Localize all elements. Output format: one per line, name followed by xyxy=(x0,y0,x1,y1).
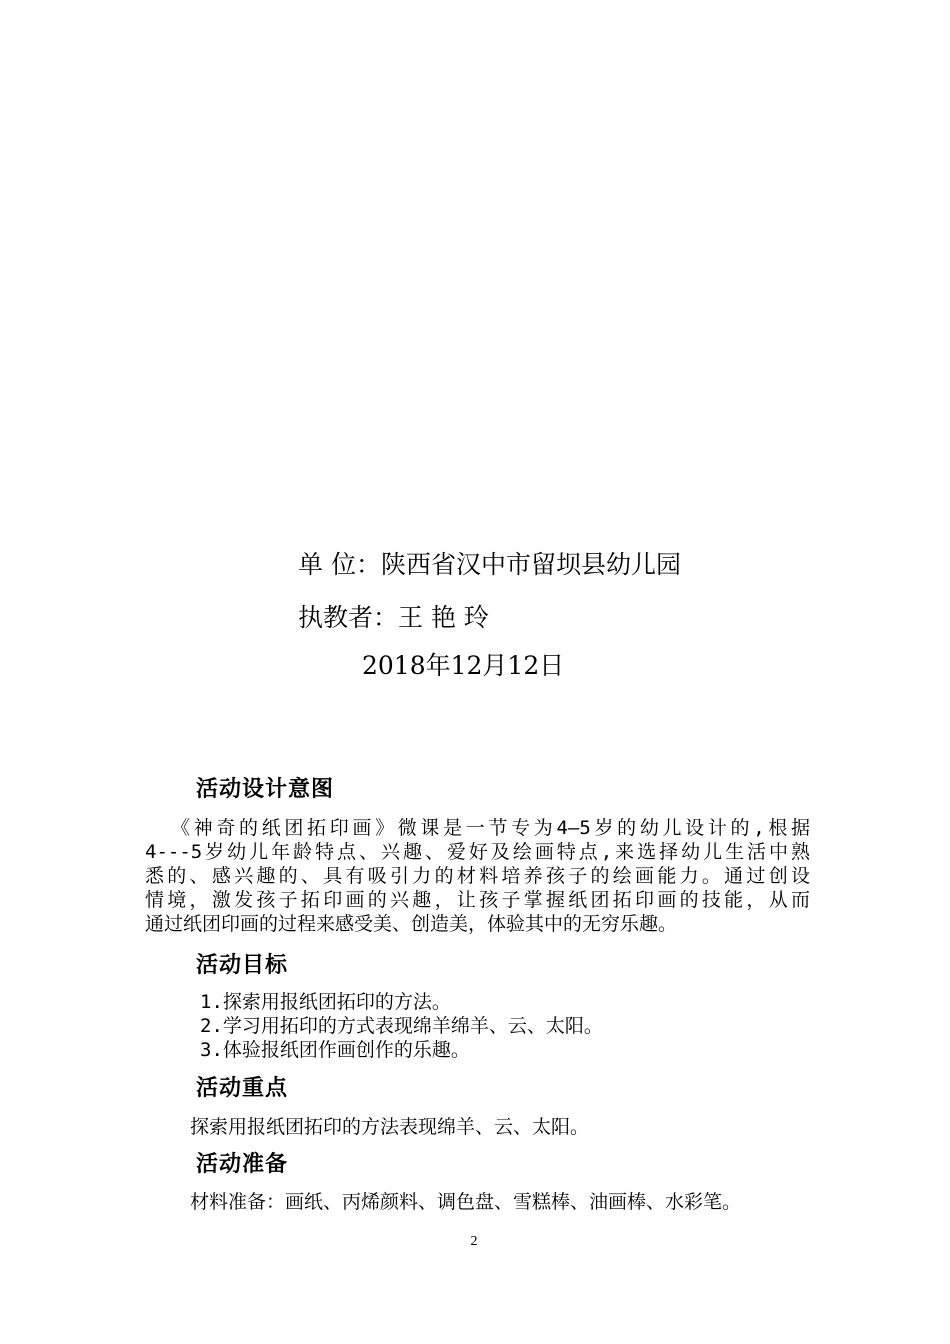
intent-line: 悉的、感兴趣的、具有吸引力的材料培养孩子的绘画能力。通过创设 xyxy=(145,865,810,887)
intent-line: 《神奇的纸团拓印画》微课是一节专为4—5岁的幼儿设计的,根据 xyxy=(171,817,810,839)
page-number: 2 xyxy=(470,1234,478,1249)
preparation-heading: 活动准备 xyxy=(196,1152,289,1177)
goals-heading: 活动目标 xyxy=(196,953,289,978)
unit-line: 单 位：陕西省汉中市留坝县幼儿园 xyxy=(298,550,681,579)
preparation-text: 材料准备：画纸、丙烯颜料、调色盘、雪糕棒、油画棒、水彩笔。 xyxy=(190,1191,742,1213)
goals-list xyxy=(200,990,603,1062)
goal-item: 3.体验报纸团作画创作的乐趣。 xyxy=(200,1039,470,1061)
key-points-text: 探索用报纸团拓印的方法表现绵羊、云、太阳。 xyxy=(190,1116,590,1138)
intent-line: 情境，激发孩子拓印画的兴趣，让孩子掌握纸团拓印画的技能，从而 xyxy=(145,889,810,911)
goal-item: 2.学习用拓印的方式表现绵羊绵羊、云、太阳。 xyxy=(200,1015,603,1037)
intent-line: 4---5岁幼儿年龄特点、兴趣、爱好及绘画特点,来选择幼儿生活中熟 xyxy=(145,841,810,863)
teacher-line: 执教者：王 艳 玲 xyxy=(298,603,489,632)
key-points-heading: 活动重点 xyxy=(196,1076,289,1101)
intent-line: 通过纸团印画的过程来感受美、创造美，体验其中的无穷乐趣。 xyxy=(145,913,678,935)
intent-heading: 活动设计意图 xyxy=(196,777,335,802)
goal-item: 1.探索用报纸团拓印的方法。 xyxy=(200,991,451,1013)
intent-paragraph xyxy=(145,816,810,936)
date-line: 2018年12月12日 xyxy=(362,651,565,680)
